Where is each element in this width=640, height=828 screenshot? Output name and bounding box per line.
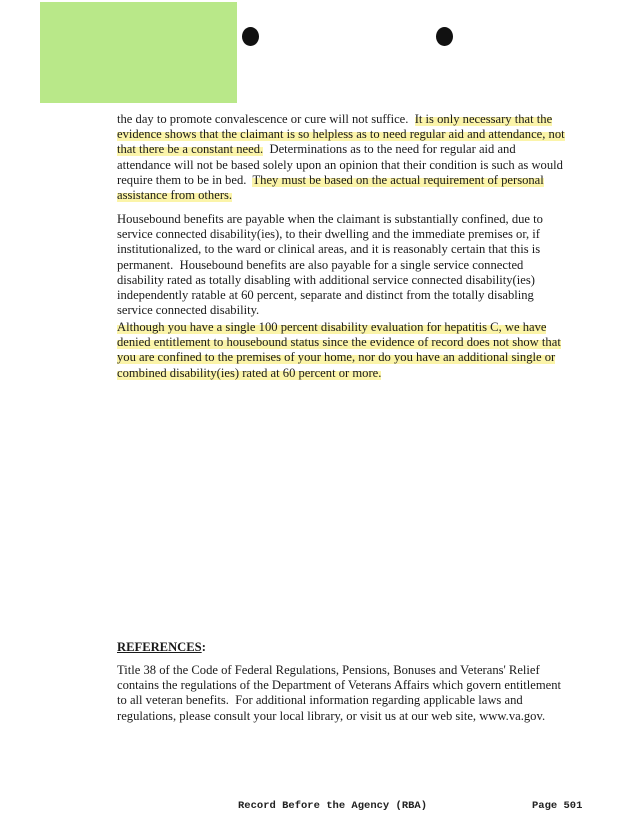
text-segment: institutionalized, to the ward or clinical areas, and it is reasonably certain that this is xyxy=(117,242,541,257)
text-segment: permanent. Housebound benefits are also payable for a single service connected xyxy=(117,257,524,272)
highlighted-text: Although you have a single 100 percent disability evaluation for hepatitis C, we have xyxy=(117,320,547,334)
text-line xyxy=(117,112,565,127)
text-segment: service connected disability. xyxy=(117,303,260,318)
text-segment: Housebound benefits are payable when the claimant is substantially confined, due to xyxy=(117,212,543,226)
paragraph-references xyxy=(117,663,561,724)
highlighted-text: denied entitlement to housebound status since the evidence of record does not show that xyxy=(117,335,561,350)
text-line xyxy=(117,709,561,724)
text-line xyxy=(117,212,543,227)
text-line xyxy=(117,142,565,157)
text-line xyxy=(117,663,561,678)
text-segment: regulations, please consult your local library, or visit us at our web site, www.va.gov. xyxy=(117,708,546,723)
references-colon: : xyxy=(201,640,206,654)
paragraph-aid-attendance xyxy=(117,112,565,203)
highlighted-text: you are confined to the premises of your home, nor do you have an additional single or xyxy=(117,350,556,365)
text-line xyxy=(117,350,561,365)
text-line xyxy=(117,303,543,318)
highlighted-text: that there be a constant need. xyxy=(117,142,264,157)
text-line xyxy=(117,242,543,257)
text-line xyxy=(117,320,561,335)
text-line xyxy=(117,188,565,203)
text-line xyxy=(117,173,565,188)
text-segment: Determinations as to the need for regular aid and xyxy=(263,142,516,157)
text-line xyxy=(117,335,561,350)
paragraph-housebound-criteria xyxy=(117,212,543,318)
text-segment: service connected disability(ies), to their dwelling and the immediate premises or, if xyxy=(117,227,541,242)
text-segment: require them to be in bed. xyxy=(117,172,253,187)
paragraph-decision xyxy=(117,320,561,381)
text-segment: Title 38 of the Code of Federal Regulations, Pensions, Bonuses and Veterans' Relief xyxy=(117,663,540,677)
text-line xyxy=(117,258,543,273)
text-segment: the day to promote convalescence or cure will not suffice. xyxy=(117,112,415,126)
punch-hole-right xyxy=(436,27,453,46)
text-line xyxy=(117,288,543,303)
references-heading-text: REFERENCES xyxy=(117,640,202,654)
punch-hole-left xyxy=(242,27,259,46)
text-line xyxy=(117,227,543,242)
text-line xyxy=(117,127,565,142)
highlighted-text: It is only necessary that the xyxy=(414,112,553,126)
text-line xyxy=(117,366,561,381)
highlighted-text: They must be based on the actual requirement of personal xyxy=(252,172,544,187)
footer-record-label: Record Before the Agency (RBA) xyxy=(238,800,428,812)
text-segment: independently ratable at 60 percent, separate and distinct from the totally disabling xyxy=(117,288,534,303)
text-line xyxy=(117,273,543,288)
highlighted-text: assistance from others. xyxy=(117,188,233,203)
footer-page-number: Page 501 xyxy=(532,800,583,812)
text-segment: to all veteran benefits. For additional information regarding applicable laws and xyxy=(117,693,523,708)
text-segment: contains the regulations of the Department of Veterans Affairs which govern entitlement xyxy=(117,678,562,693)
references-heading xyxy=(117,640,206,655)
highlighted-text: combined disability(ies) rated at 60 percent or more. xyxy=(117,365,382,380)
highlighted-text: evidence shows that the claimant is so helpless as to need regular aid and attendance, not xyxy=(117,127,565,142)
text-line xyxy=(117,158,565,173)
text-line xyxy=(117,678,561,693)
text-line xyxy=(117,693,561,708)
text-segment: disability rated as totally disabling with additional service connected disability(ies) xyxy=(117,272,535,287)
sticky-note xyxy=(40,2,237,103)
text-segment: attendance will not be based solely upon an opinion that their condition is such as would xyxy=(117,157,563,172)
